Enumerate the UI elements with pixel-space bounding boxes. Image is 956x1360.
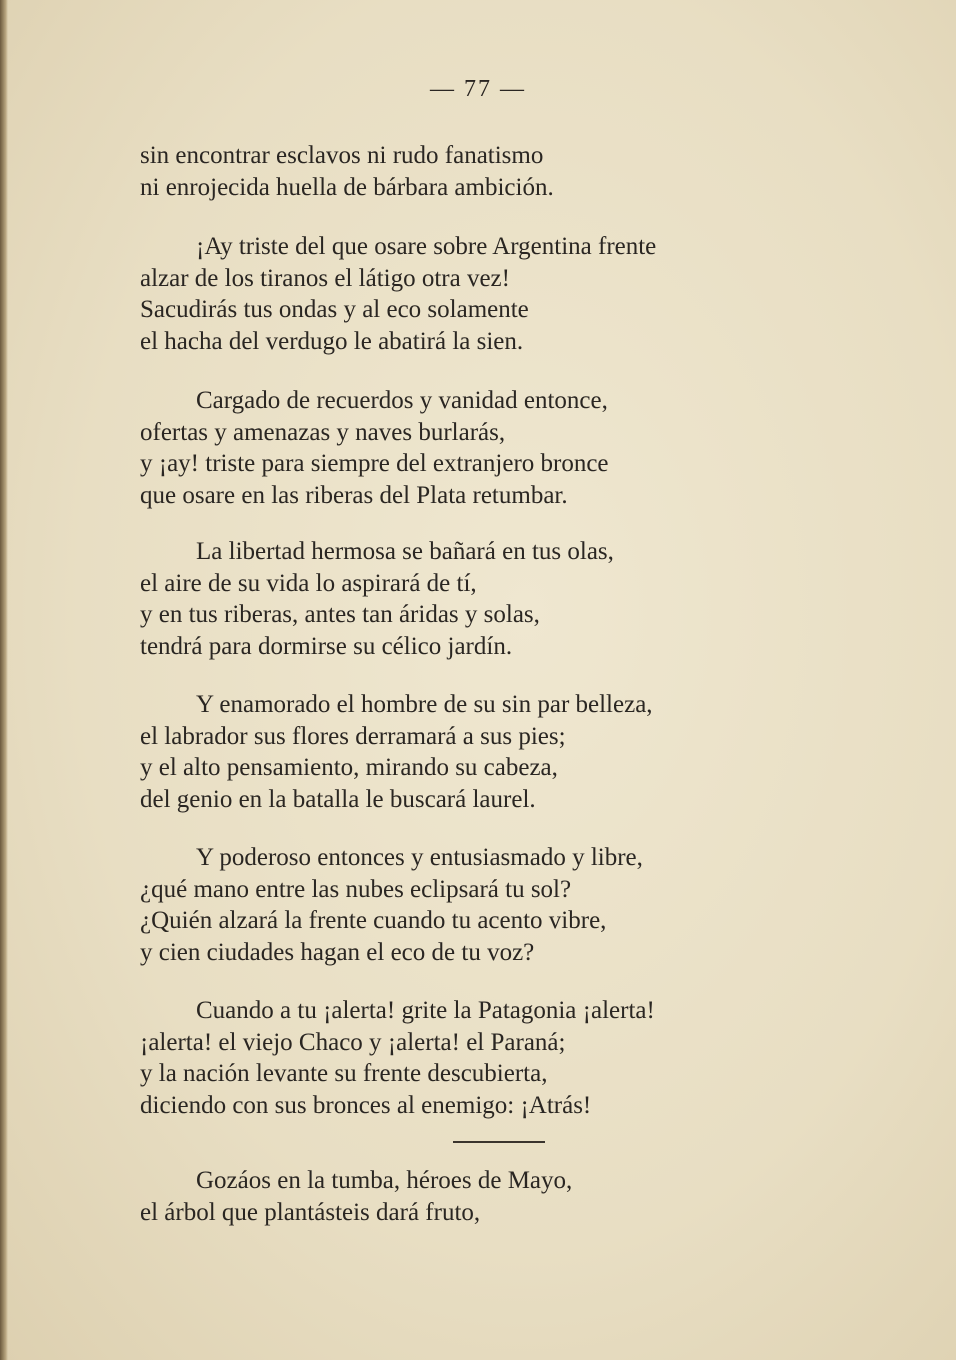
verse-line: el árbol que plantásteis dará fruto, xyxy=(140,1198,481,1226)
stanza-1 xyxy=(140,140,840,203)
stanza-2 xyxy=(140,231,840,357)
verse-line: el labrador sus flores derramará a sus pies; xyxy=(140,722,566,750)
verse-line: ofertas y amenazas y naves burlarás, xyxy=(140,418,506,446)
verse-line: y cien ciudades hagan el eco de tu voz? xyxy=(140,938,535,966)
stanza-3 xyxy=(140,385,840,511)
stanza-8 xyxy=(140,1165,840,1228)
verse-line: ni enrojecida huella de bárbara ambición. xyxy=(140,173,554,201)
verse-line: Sacudirás tus ondas y al eco solamente xyxy=(140,296,529,323)
stanza-5 xyxy=(140,689,840,815)
verse-line: y la nación levante su frente descubierta, xyxy=(140,1060,548,1087)
verse-line: y el alto pensamiento, mirando su cabeza, xyxy=(140,754,558,781)
verse-line: ¡Ay triste del que osare sobre Argentina frente xyxy=(196,233,657,260)
stanza-6 xyxy=(140,842,840,968)
verse-line: alzar de los tiranos el látigo otra vez! xyxy=(140,264,510,292)
verse-line: Y poderoso entonces y entusiasmado y libre, xyxy=(196,844,643,871)
verse-line: y en tus riberas, antes tan áridas y solas, xyxy=(140,601,540,628)
verse-line: ¿qué mano entre las nubes eclipsará tu sol? xyxy=(140,875,572,903)
verse-line: Cargado de recuerdos y vanidad entonce, xyxy=(196,387,608,414)
verse-line: el hacha del verdugo le abatirá la sien. xyxy=(140,327,524,355)
verse-line: sin encontrar esclavos ni rudo fanatismo xyxy=(140,142,544,169)
verse-line: ¡alerta! el viejo Chaco y ¡alerta! el Paraná; xyxy=(140,1028,566,1056)
stanza-7 xyxy=(140,995,840,1121)
verse-line: tendrá para dormirse su célico jardín. xyxy=(140,632,513,660)
verse-line: que osare en las riberas del Plata retumbar. xyxy=(140,481,568,509)
verse-line: Y enamorado el hombre de su sin par belleza, xyxy=(196,691,653,718)
verse-line: diciendo con sus bronces al enemigo: ¡Atrás! xyxy=(140,1091,592,1119)
verse-line: y ¡ay! triste para siempre del extranjero bronce xyxy=(140,450,609,477)
verse-line: ¿Quién alzará la frente cuando tu acento vibre, xyxy=(140,907,607,934)
verse-line: el aire de su vida lo aspirará de tí, xyxy=(140,569,477,597)
verse-line: La libertad hermosa se bañará en tus olas, xyxy=(196,538,614,565)
verse-line: del genio en la batalla le buscará laurel. xyxy=(140,785,536,813)
section-divider-rule xyxy=(453,1141,545,1143)
verse-line: Gozáos en la tumba, héroes de Mayo, xyxy=(196,1167,573,1194)
verse-line: Cuando a tu ¡alerta! grite la Patagonia ¡alerta! xyxy=(196,997,655,1024)
stanza-4 xyxy=(140,536,840,662)
page-number: — 77 — xyxy=(430,76,526,102)
book-spine-edge xyxy=(0,0,8,1360)
